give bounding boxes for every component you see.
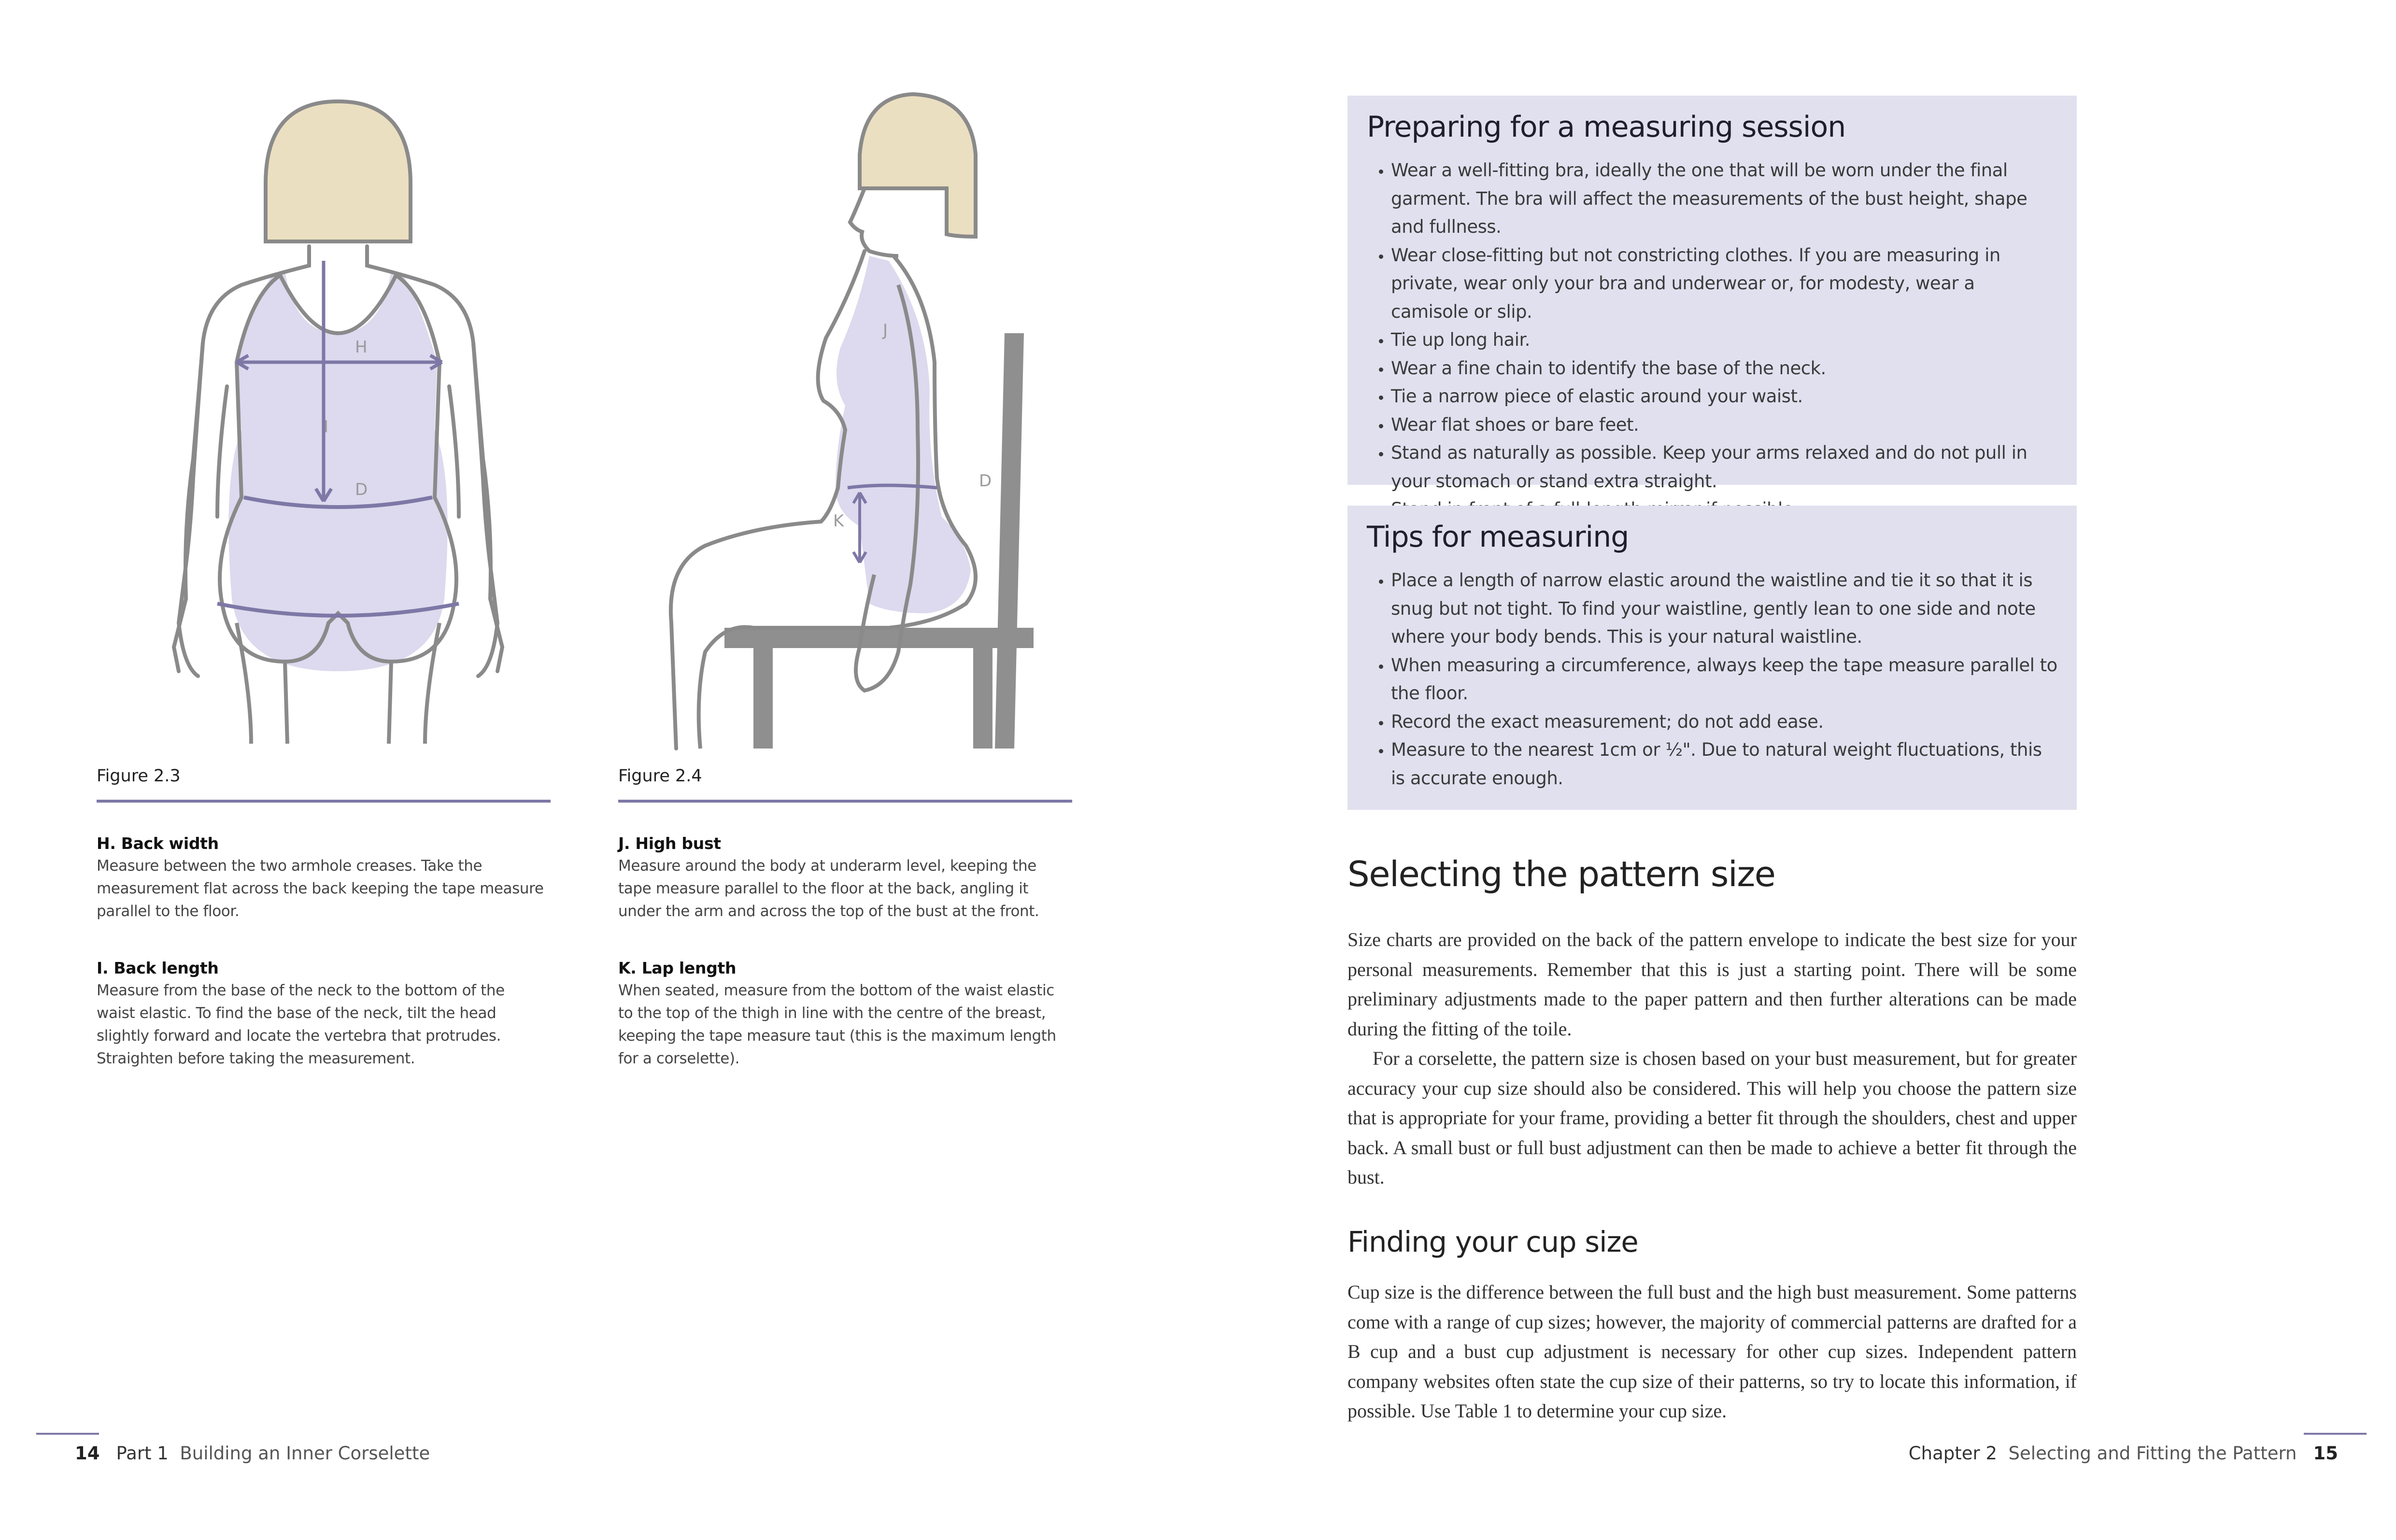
figure-2-4-caption: Figure 2.4: [618, 766, 702, 786]
face-outline: [850, 188, 898, 256]
label-d: D: [355, 480, 368, 499]
label-d: D: [979, 471, 992, 491]
footer-right: [1909, 1443, 2338, 1464]
footer-rule-left: [36, 1433, 99, 1435]
definition-title: J. High bust: [618, 834, 721, 853]
label-k: K: [833, 511, 844, 531]
chair: [995, 333, 1024, 749]
tips-box: [1347, 506, 2077, 810]
paragraph: Size charts are provided on the back of the pattern envelope to indicate the best size for your personal measurements. Remember that this is just a starting point. There will be some preliminary adjustments made to the paper pattern and then further alterations can be made during the fitting of the toile.: [1347, 929, 2077, 1040]
list-item: • Tie up long hair.: [1391, 326, 2057, 354]
paragraph: Cup size is the difference between the full bust and the high bust measurement. Some patterns come with a range of cup sizes; however, the majority of commercial patterns are drafted for a B cup and a bust cup adjustment is necessary for other cup sizes. Independent pattern company websites often state the cup size of their patterns, so try to locate this information, if possible. Use Table 1 to determine your cup size.: [1347, 1281, 2077, 1422]
list-item: • Stand as naturally as possible. Keep your arms relaxed and do not pull in your stomach or stand extra straight.: [1391, 439, 2057, 495]
tips-list: [1367, 566, 2057, 792]
preparing-box-title: Preparing for a measuring session: [1367, 110, 1846, 144]
definitions-column-left: [97, 834, 546, 1106]
preparing-list: [1367, 156, 2057, 524]
figure-2-3-rule: [97, 800, 551, 803]
footer-part: Part 1: [116, 1443, 169, 1464]
definition-title: H. Back width: [97, 834, 219, 853]
chair-seat: [724, 628, 1034, 648]
definition-text: Measure from the base of the neck to the bottom of the waist elastic. To find the base of the neck, tilt the head slightly forward and locate the vertebra that protrudes. Straighten before taking the measurement.: [97, 982, 505, 1067]
list-item: • When measuring a circumference, always keep the tape measure parallel to the floor.: [1391, 651, 2057, 708]
definition-title: I. Back length: [97, 959, 219, 977]
chair-leg-right: [973, 647, 992, 749]
section-heading-cup-size: Finding your cup size: [1347, 1225, 1638, 1258]
figure-2-3-illustration: [164, 92, 512, 749]
head-hair: [266, 101, 411, 241]
definition-lap-length: [618, 959, 1067, 1070]
head-hair: [860, 94, 976, 237]
footer-rule-right: [2304, 1433, 2367, 1435]
list-item: • Record the exact measurement; do not add ease.: [1391, 708, 2057, 736]
definition-title: K. Lap length: [618, 959, 737, 977]
footer-chapter: Chapter 2: [1908, 1443, 1998, 1464]
figure-2-4-rule: [618, 800, 1072, 803]
page-number: 15: [2313, 1443, 2338, 1464]
paragraph: For a corselette, the pattern size is chosen based on your bust measurement, but for greater accuracy your cup size should also be considered. This will help you choose the pattern size that is appropriate for your frame, providing a better fit through the shoulders, chest and upper back. A small bust or full bust adjustment can then be made to achieve a better fit through the bust.: [1347, 1047, 2077, 1188]
label-i: I: [324, 417, 329, 437]
definition-high-bust: [618, 834, 1067, 923]
footer-title: Selecting and Fitting the Pattern: [2008, 1443, 2297, 1464]
cup-size-body: [1347, 1277, 2077, 1426]
definition-back-length: [97, 959, 546, 1070]
label-h: H: [355, 338, 368, 357]
list-item: • Place a length of narrow elastic around the waistline and tie it so that it is snug but not tight. To find your waistline, gently lean to one side and note where your body bends. This is your natural waistline.: [1391, 566, 2057, 651]
footer-title: Building an Inner Corselette: [180, 1443, 430, 1464]
definition-text: Measure around the body at underarm level, keeping the tape measure parallel to the floor at the back, angling it under the arm and across the top of the bust at the front.: [618, 857, 1039, 920]
list-item: • Wear a fine chain to identify the base of the neck.: [1391, 354, 2057, 383]
section-heading-selecting: Selecting the pattern size: [1347, 854, 1775, 894]
definition-back-width: [97, 834, 546, 923]
tips-box-title: Tips for measuring: [1367, 520, 1629, 554]
list-item: • Wear flat shoes or bare feet.: [1391, 411, 2057, 439]
definitions-column-right: [618, 834, 1067, 1106]
garment-side: [836, 256, 971, 613]
label-j: J: [883, 321, 888, 340]
selecting-body: [1347, 925, 2077, 1192]
definition-text: Measure between the two armhole creases. Take the measurement flat across the back keeping the tape measure parallel to the floor.: [97, 857, 544, 920]
list-item: • Measure to the nearest 1cm or ½". Due to natural weight fluctuations, this is accurate enough.: [1391, 736, 2057, 792]
list-item: • Tie a narrow piece of elastic around your waist.: [1391, 382, 2057, 411]
definition-text: When seated, measure from the bottom of the waist elastic to the top of the thigh in line with the centre of the breast, keeping the tape measure taut (this is the maximum length for a corselette).: [618, 982, 1056, 1067]
footer-left: [75, 1443, 430, 1464]
figure-2-3-caption: Figure 2.3: [97, 766, 181, 786]
chair-leg-left: [753, 647, 773, 749]
list-item: • Wear close-fitting but not constricting clothes. If you are measuring in private, wear only your bra and underwear or, for modesty, wear a camisole or slip.: [1391, 241, 2057, 326]
preparing-box: [1347, 96, 2077, 492]
list-item: • Wear a well-fitting bra, ideally the one that will be worn under the final garment. The bra will affect the measurements of the bust height, shape and fullness.: [1391, 156, 2057, 241]
figure-2-4-illustration: [657, 92, 1043, 749]
page-number: 14: [75, 1443, 100, 1464]
